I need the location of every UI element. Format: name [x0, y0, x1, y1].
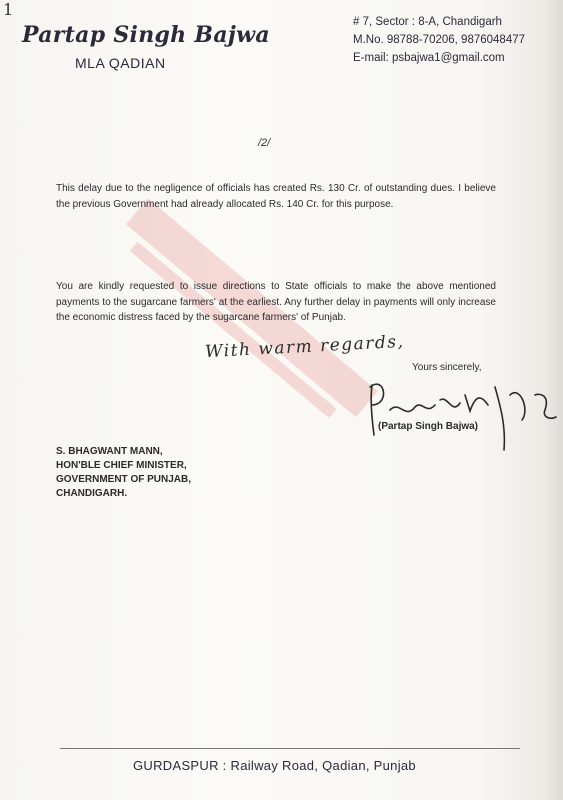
contact-mobile: M.No. 98788-70206, 9876048477 — [353, 34, 526, 46]
page-number: /2/ — [258, 137, 271, 149]
edge-mark: 1 — [3, 0, 14, 19]
recipient-line-2: HON'BLE CHIEF MINISTER, — [56, 460, 187, 471]
closing-salutation: Yours sincerely, — [412, 362, 482, 373]
recipient-address — [56, 445, 191, 501]
letterhead-contact — [353, 13, 525, 67]
signed-name: (Partap Singh Bajwa) — [378, 421, 479, 432]
signature — [360, 365, 560, 455]
handwritten-note: With warm regards, — [204, 331, 405, 363]
contact-address: # 7, Sector : 8-A, Chandigarh — [353, 16, 502, 28]
body-paragraph-1: This delay due to the negligence of officials has created Rs. 130 Cr. of outstanding dues. I believe the previous Government had already allocated Rs. 140 Cr. for this purpose. — [56, 183, 496, 210]
recipient-line-1: S. BHAGWANT MANN, — [56, 446, 163, 457]
recipient-line-4: CHANDIGARH. — [56, 488, 128, 499]
body-paragraph-2: You are kindly requested to issue directions to State officials to make the above mentioned payments to the sugarcane farmers' at the earliest. Any further delay in payments will only increase the economic distress faced by the sugarcane farmers' of Punjab. — [56, 281, 496, 323]
footer-divider — [60, 748, 520, 749]
contact-email: E-mail: psbajwa1@gmail.com — [353, 52, 505, 64]
recipient-line-3: GOVERNMENT OF PUNJAB, — [56, 474, 192, 485]
footer-address: GURDASPUR : Railway Road, Qadian, Punjab — [133, 758, 416, 773]
letterhead-designation: MLA QADIAN — [75, 55, 166, 71]
letterhead-name: Partap Singh Bajwa — [22, 22, 270, 48]
page-edge-shadow — [543, 0, 563, 800]
